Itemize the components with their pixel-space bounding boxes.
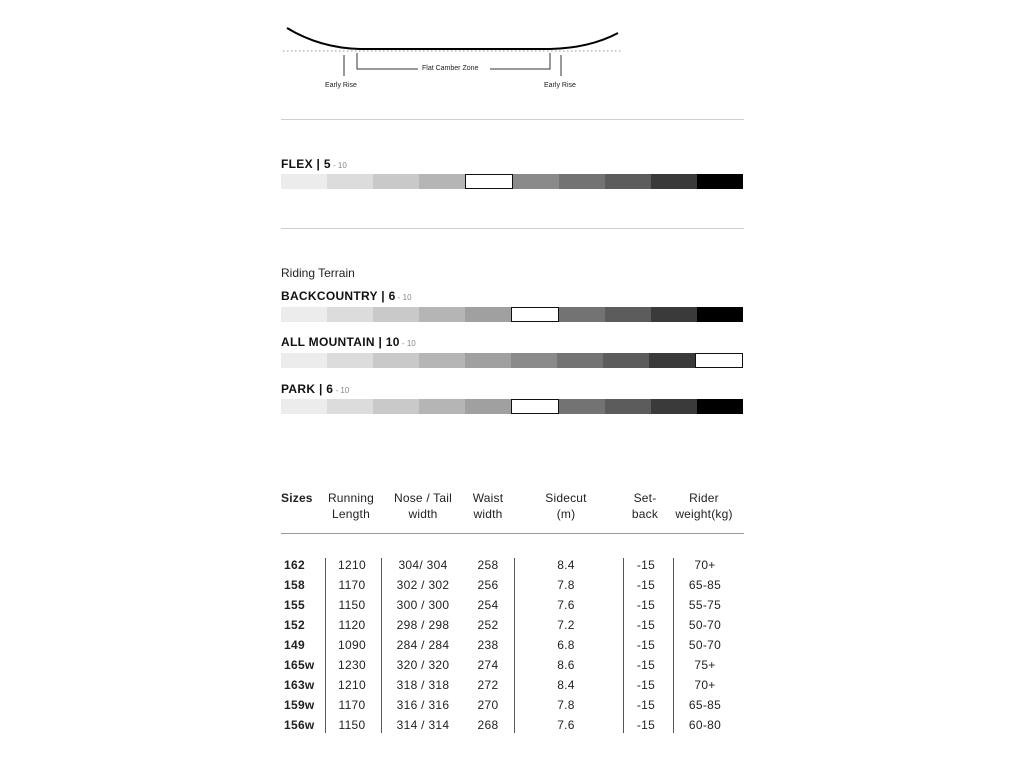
cell-rider-weight: 75+: [694, 658, 716, 672]
cell-waist-width: 238: [477, 638, 499, 652]
header-sidecut: Sidecut (m): [545, 491, 587, 521]
cell-size: 163w: [284, 678, 315, 692]
flat-zone-bracket-right: [490, 53, 550, 69]
cell-setback: -15: [636, 598, 656, 612]
cell-running-length: 1210: [338, 558, 366, 572]
scale-segment: [281, 174, 327, 189]
flex-value: 5: [323, 157, 331, 171]
scale-segment: [557, 353, 603, 368]
scale-segment: [327, 399, 373, 414]
cell-running-length: 1150: [338, 718, 366, 732]
cell-setback: -15: [636, 618, 656, 632]
header-nose-tail-width: Nose / Tail width: [393, 491, 452, 521]
cell-nose-tail-width: 304/ 304: [398, 558, 448, 572]
cell-setback: -15: [636, 638, 656, 652]
all-mountain-title: ALL MOUNTAIN | 10 - 10: [281, 335, 416, 349]
scale-segment: [373, 399, 419, 414]
cell-setback: -15: [636, 658, 656, 672]
cell-sidecut: 7.6: [557, 598, 575, 612]
cell-rider-weight: 60-80: [688, 718, 722, 732]
park-value: 6: [326, 382, 334, 396]
scale-segment: [603, 353, 649, 368]
scale-segment: [419, 174, 465, 189]
cell-running-length: 1210: [338, 678, 366, 692]
scale-segment-selected: [695, 353, 743, 368]
column-separator: [623, 558, 624, 733]
cell-nose-tail-width: 320 / 320: [396, 658, 450, 672]
cell-waist-width: 274: [477, 658, 499, 672]
cell-rider-weight: 70+: [694, 558, 716, 572]
scale-segment: [559, 174, 605, 189]
cell-size: 149: [284, 638, 305, 652]
cell-rider-weight: 50-70: [688, 618, 722, 632]
cell-waist-width: 252: [477, 618, 499, 632]
backcountry-label: BACKCOUNTRY: [281, 289, 378, 303]
early-rise-right-label: Early Rise: [544, 82, 576, 89]
scale-segment: [697, 399, 743, 414]
scale-segment: [651, 399, 697, 414]
cell-setback: -15: [636, 558, 656, 572]
cell-setback: -15: [636, 678, 656, 692]
riding-terrain-label: Riding Terrain: [281, 266, 355, 280]
header-sizes: Sizes: [281, 491, 313, 505]
cell-size: 155: [284, 598, 305, 612]
scale-segment: [559, 399, 605, 414]
scale-segment: [697, 307, 743, 322]
park-range: - 10: [333, 386, 350, 395]
cell-waist-width: 256: [477, 578, 499, 592]
cell-rider-weight: 70+: [694, 678, 716, 692]
scale-segment: [605, 399, 651, 414]
scale-segment: [419, 399, 465, 414]
scale-segment: [281, 353, 327, 368]
cell-sidecut: 8.4: [557, 678, 575, 692]
scale-segment: [651, 174, 697, 189]
board-profile-curve: [287, 28, 618, 49]
cell-running-length: 1150: [338, 598, 366, 612]
cell-nose-tail-width: 300 / 300: [396, 598, 450, 612]
cell-running-length: 1090: [338, 638, 366, 652]
header-running-length: Running Length: [327, 491, 375, 521]
cell-running-length: 1170: [338, 698, 366, 712]
scale-segment: [419, 307, 465, 322]
flat-zone-bracket-left: [357, 53, 418, 69]
cell-nose-tail-width: 302 / 302: [396, 578, 450, 592]
cell-waist-width: 268: [477, 718, 499, 732]
cell-sidecut: 8.4: [557, 558, 575, 572]
cell-setback: -15: [636, 698, 656, 712]
scale-segment: [605, 307, 651, 322]
flex-title: FLEX | 5 - 10: [281, 157, 347, 171]
scale-segment: [559, 307, 605, 322]
cell-sidecut: 7.8: [557, 578, 575, 592]
cell-waist-width: 254: [477, 598, 499, 612]
scale-segment: [373, 307, 419, 322]
scale-segment: [419, 353, 465, 368]
backcountry-range: - 10: [395, 293, 412, 302]
header-setback: Set- back: [631, 491, 659, 521]
scale-segment: [281, 307, 327, 322]
flex-label: FLEX: [281, 157, 313, 171]
column-separator: [381, 558, 382, 733]
cell-waist-width: 258: [477, 558, 499, 572]
cell-nose-tail-width: 314 / 314: [396, 718, 450, 732]
column-separator: [325, 558, 326, 733]
scale-segment: [513, 174, 559, 189]
cell-size: 165w: [284, 658, 315, 672]
column-separator: [673, 558, 674, 733]
cell-nose-tail-width: 284 / 284: [396, 638, 450, 652]
cell-size: 158: [284, 578, 305, 592]
cell-size: 152: [284, 618, 305, 632]
all-mountain-label: ALL MOUNTAIN: [281, 335, 375, 349]
scale-segment-selected: [511, 307, 559, 322]
cell-setback: -15: [636, 578, 656, 592]
all-mountain-value: 10: [385, 335, 400, 349]
scale-segment: [697, 174, 743, 189]
flat-camber-zone-label: Flat Camber Zone: [422, 65, 479, 72]
cell-running-length: 1170: [338, 578, 366, 592]
scale-segment: [649, 353, 695, 368]
flex-range: - 10: [330, 161, 347, 170]
scale-segment: [651, 307, 697, 322]
cell-rider-weight: 65-85: [688, 698, 722, 712]
cell-sidecut: 7.6: [557, 718, 575, 732]
park-scale-bar: [281, 399, 743, 414]
park-title: PARK | 6 - 10: [281, 382, 350, 396]
scale-segment: [605, 174, 651, 189]
backcountry-scale-bar: [281, 307, 743, 322]
scale-segment: [327, 307, 373, 322]
cell-nose-tail-width: 318 / 318: [396, 678, 450, 692]
all-mountain-scale-bar: [281, 353, 743, 368]
flex-scale-bar: [281, 174, 743, 189]
scale-segment: [327, 353, 373, 368]
cell-sidecut: 7.8: [557, 698, 575, 712]
header-rider-weight: Rider weight(kg): [675, 491, 733, 521]
scale-segment: [281, 399, 327, 414]
cell-sidecut: 8.6: [557, 658, 575, 672]
cell-waist-width: 270: [477, 698, 499, 712]
cell-rider-weight: 55-75: [688, 598, 722, 612]
cell-size: 162: [284, 558, 305, 572]
cell-nose-tail-width: 298 / 298: [396, 618, 450, 632]
park-label: PARK: [281, 382, 316, 396]
scale-segment: [465, 307, 511, 322]
cell-size: 156w: [284, 718, 315, 732]
scale-segment: [465, 399, 511, 414]
cell-sidecut: 6.8: [557, 638, 575, 652]
all-mountain-range: - 10: [399, 339, 416, 348]
cell-size: 159w: [284, 698, 315, 712]
cell-waist-width: 272: [477, 678, 499, 692]
backcountry-title: BACKCOUNTRY | 6 - 10: [281, 289, 412, 303]
scale-segment-selected: [465, 174, 513, 189]
scale-segment: [373, 353, 419, 368]
cell-sidecut: 7.2: [557, 618, 575, 632]
table-header-divider: [281, 533, 744, 534]
cell-running-length: 1230: [338, 658, 366, 672]
scale-segment: [511, 353, 557, 368]
scale-segment-selected: [511, 399, 559, 414]
divider-top: [281, 119, 744, 120]
scale-segment: [327, 174, 373, 189]
cell-rider-weight: 50-70: [688, 638, 722, 652]
early-rise-left-label: Early Rise: [325, 82, 357, 89]
divider-middle: [281, 228, 744, 229]
scale-segment: [465, 353, 511, 368]
backcountry-value: 6: [388, 289, 396, 303]
header-waist-width: Waist width: [472, 491, 504, 521]
cell-running-length: 1120: [338, 618, 366, 632]
board-profile-diagram: [280, 22, 630, 82]
cell-rider-weight: 65-85: [688, 578, 722, 592]
cell-nose-tail-width: 316 / 316: [396, 698, 450, 712]
column-separator: [514, 558, 515, 733]
cell-setback: -15: [636, 718, 656, 732]
scale-segment: [373, 174, 419, 189]
